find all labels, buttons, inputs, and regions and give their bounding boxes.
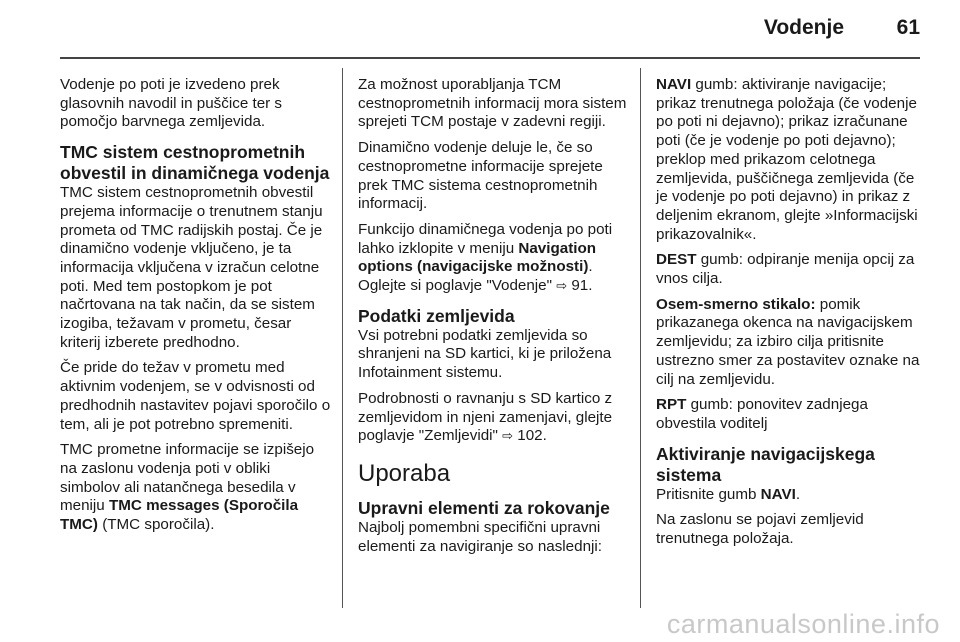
paragraph-dest xyxy=(656,251,926,288)
column-3 xyxy=(656,76,926,556)
text-run: gumb: odpiranje menija opcij za vnos cilja. xyxy=(656,251,915,288)
chapter-heading-usage: Uporaba xyxy=(358,459,451,487)
paragraph xyxy=(60,441,332,535)
column-2 xyxy=(358,76,630,563)
section-heading-tmc: TMC sistem cestnoprometnih obvestil in dinamičnega vodenja xyxy=(60,142,330,184)
text-run: Podrobnosti o ravnanju s SD kartico z zemljevidom in njeni zamenjavi, glejte poglavje "Zemljevidi" xyxy=(358,389,613,445)
paragraph xyxy=(656,486,926,505)
text-run: Oglejte si poglavje "Vodenje" xyxy=(358,277,557,295)
paragraph: TMC sistem cestnoprometnih obvestil prejema informacije o trenutnem stanju prometa od TMC radijskih postaj. Če je dinamično vodenje vključeno, je ta informacija vključena v izračun celotne poti. Med tem postopkom je pot načrtovana na tak način, da se sistem izogiba, težavam v prometu, česar kriterij izberete predhodno. xyxy=(60,184,323,351)
page-header xyxy=(0,0,960,58)
button-name-navi: NAVI xyxy=(760,485,796,503)
paragraph: Dinamično vodenje deluje le, če so cestnoprometne informacije sprejete prek TMC sistema cestnoprometnih informacij. xyxy=(358,139,603,213)
paragraph: Na zaslonu se pojavi zemljevid trenutnega položaja. xyxy=(656,511,864,548)
text-run: Funkcijo dinamičnega vodenja po poti lahko izklopite v meniju xyxy=(358,220,613,257)
text-run: gumb: aktiviranje navigacije; prikaz trenutnega položaja (če vodenje po poti ni dejavno); prikaz izračunane poti (če je vodenje po poti dejavno); preklop med prikazom celotnega zemljevida, puščičnega zemljevida (če je vodenje po poti dejavno) in prikaz z deljenim ekranom, glejte »Informacijski prikazovalnik«. xyxy=(656,76,918,243)
section-heading-activate: Aktiviranje navigacijskega sistema xyxy=(656,443,875,485)
paragraph: Za možnost uporabljanja TCM cestnoprometnih informacij mora sistem sprejeti TCM postaje v zadevni regiji. xyxy=(358,76,627,131)
header-rule xyxy=(60,57,920,59)
column-divider-2 xyxy=(640,68,641,608)
paragraph: Najbolj pomembni specifični upravni elementi za navigiranje so naslednji: xyxy=(358,518,602,555)
watermark: carmanualsonline.info xyxy=(666,609,940,639)
paragraph-navi xyxy=(656,76,926,244)
text-run: . xyxy=(588,258,593,276)
page-reference: 102. xyxy=(513,427,547,445)
page-reference-arrow-icon: ⇨ xyxy=(556,278,568,294)
paragraph: Vsi potrebni podatki zemljevida so shranjeni na SD kartici, ki je priložena Infotainment sistemu. xyxy=(358,326,612,382)
paragraph: Če pride do težav v prometu med aktivnim vodenjem, se v odvisnosti od predhodnih nastavitev pojavi sporočilo o tem, ali je pot potrebno spremeniti. xyxy=(60,359,331,433)
text-run: gumb: ponovitev zadnjega obvestila voditelj xyxy=(656,396,868,432)
button-name-rpt: RPT xyxy=(656,396,687,414)
paragraph xyxy=(358,221,630,296)
page-reference: 91. xyxy=(567,277,593,295)
paragraph-switch xyxy=(656,296,926,390)
paragraph xyxy=(358,390,630,446)
menu-name-tmc-messages: TMC messages (Sporočila TMC) xyxy=(60,497,299,534)
page-number: 61 xyxy=(896,16,920,39)
section-heading-map-data: Podatki zemljevida xyxy=(358,305,515,326)
page-reference-arrow-icon: ⇨ xyxy=(502,428,514,444)
text-run: TMC prometne informacije se izpišejo na zaslonu vodenja poti v obliki simbolov ali natančnega besedila v meniju xyxy=(60,441,315,515)
text-run: pomik prikazanega okenca na navigacijskem zemljevidu; za izbiro cilja pritisnite ustrezno smer za postavitev oznake na cilj na zemljevidu. xyxy=(656,295,920,388)
text-run: . xyxy=(795,485,801,503)
text-run: Pritisnite gumb xyxy=(656,485,761,503)
section-heading-controls: Upravni elementi za rokovanje xyxy=(358,497,610,518)
page-title: Vodenje xyxy=(763,16,844,39)
paragraph-rpt xyxy=(656,396,926,433)
menu-name-navigation-options: Navigation options (navigacijske možnosti) xyxy=(358,239,597,276)
text-run: (TMC sporočila). xyxy=(97,516,215,534)
column-divider-1 xyxy=(342,68,343,608)
column-1 xyxy=(60,76,332,542)
paragraph: Vodenje po poti je izvedeno prek glasovnih navodil in puščice ter s pomočjo barvnega zemljevida. xyxy=(60,76,283,131)
button-name-dest: DEST xyxy=(656,251,697,269)
button-name-navi: NAVI xyxy=(656,76,692,93)
control-name-eight-way-switch: Osem-smerno stikalo: xyxy=(656,295,816,313)
